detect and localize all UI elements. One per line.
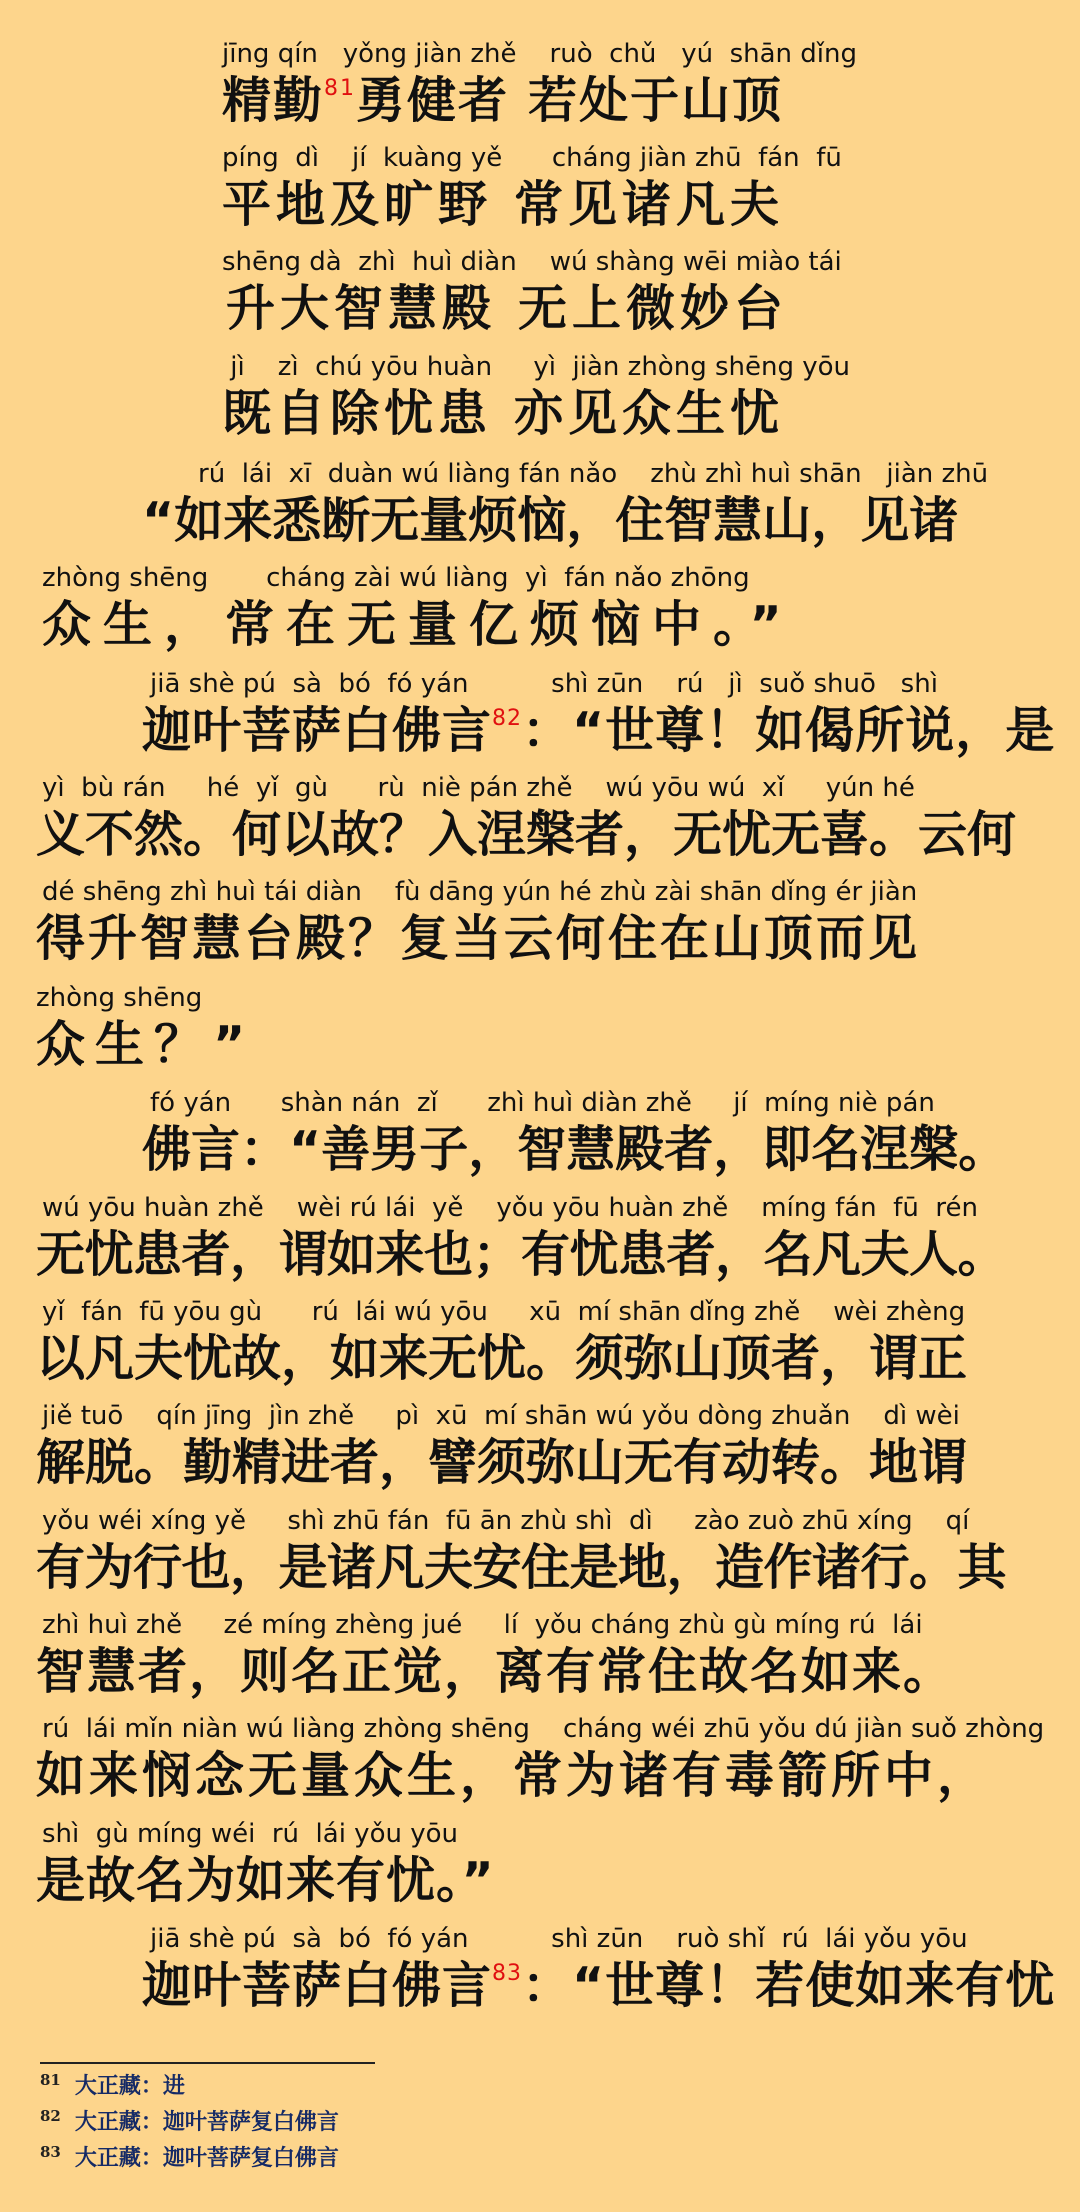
hanzi-line: 众生，常在无量亿烦恼中。” [42,596,794,653]
verse-line-1 [0,36,1080,140]
hanzi-line: 智慧者，则名正觉，离有常住故名如来。 [36,1643,955,1700]
pinyin-line: jì zì chú yōu huàn yì jiàn zhòng shēng yōu [222,352,850,382]
pinyin-line: shēng dà zhì huì diàn wú shàng wēi miào tái [222,247,842,277]
pinyin-line: yì bù rán hé yǐ gù rù niè pán zhě wú yōu wú xǐ yún hé [42,773,915,803]
hanzi-line: 既自除忧患 亦见众生忧 [222,385,785,442]
verse-line-4 [0,349,1080,453]
footnote-marker[interactable]: 83 [492,1961,523,1986]
prose-line-12 [0,1190,1080,1294]
prose-line-19 [0,1921,1080,2025]
hanzi-line: “如来悉断无量烦恼，住智慧山，见诸 [142,492,959,549]
hanzi-line [142,700,1055,762]
verse-line-2 [0,140,1080,244]
hanzi-line: 升大智慧殿 无上微妙台 [226,280,789,337]
pinyin-line: píng dì jí kuàng yě cháng jiàn zhū fán fū [222,143,842,173]
pinyin-line: jiā shè pú sà bó fó yán shì zūn rú jì suǒ shuō shì [150,669,938,699]
prose-line-5 [0,456,1080,560]
hanzi-line [222,70,783,132]
hanzi-line: 解脱。勤精进者，譬须弥山无有动转。地谓 [36,1434,968,1491]
hanzi-text: 迦叶菩萨白佛言 [142,702,493,759]
hanzi-line: 得升智慧台殿？复当云何住在山顶而见 [36,910,921,967]
pinyin-line: rú lái xī duàn wú liàng fán nǎo zhù zhì huì shān jiàn zhū [198,459,989,489]
prose-line-14 [0,1398,1080,1502]
hanzi-line: 佛言：“善男子，智慧殿者，即名涅槃。 [142,1121,1008,1178]
hanzi-line: 有为行也，是诸凡夫安住是地，造作诸行。其 [36,1539,1007,1596]
prose-line-11 [0,1085,1080,1189]
pinyin-line: wú yōu huàn zhě wèi rú lái yě yǒu yōu huàn zhě míng fán fū rén [42,1193,978,1223]
prose-line-15 [0,1503,1080,1607]
pinyin-line: zhòng shēng [36,983,203,1013]
hanzi-text: 精勤 [222,72,325,129]
footnote-81 [40,2068,185,2104]
pinyin-line: fó yán shàn nán zǐ zhì huì diàn zhě jí míng niè pán [150,1088,935,1118]
verse-line-3 [0,244,1080,348]
footnote-text: 大正藏：迦叶菩萨复白佛言 [74,2145,339,2171]
pinyin-line: jiā shè pú sà bó fó yán shì zūn ruò shǐ rú lái yǒu yōu [150,1924,968,1954]
footnote-marker[interactable]: 82 [492,706,523,731]
pinyin-line: jiě tuō qín jīng jìn zhě pì xū mí shān wú yǒu dòng zhuǎn dì wèi [42,1401,960,1431]
footnote-divider [40,2062,375,2064]
prose-line-7 [0,666,1080,770]
footnote-82 [40,2104,339,2140]
pinyin-line: yǒu wéi xíng yě shì zhū fán fū ān zhù shì dì zào zuò zhū xíng qí [42,1506,970,1536]
pinyin-line: dé shēng zhì huì tái diàn fù dāng yún hé zhù zài shān dǐng ér jiàn [42,877,918,907]
prose-line-10 [0,980,1080,1084]
pinyin-line: zhòng shēng cháng zài wú liàng yì fán nǎo zhōng [42,563,750,593]
pinyin-line: jīng qín yǒng jiàn zhě ruò chǔ yú shān dǐng [222,39,857,69]
prose-line-6 [0,560,1080,664]
footnote-marker[interactable]: 81 [324,76,357,101]
prose-line-17 [0,1711,1080,1815]
pinyin-line: shì gù míng wéi rú lái yǒu yōu [42,1819,458,1849]
prose-line-9 [0,874,1080,978]
hanzi-text: 迦叶菩萨白佛言 [142,1957,493,2014]
hanzi-line: 是故名为如来有忧。” [36,1852,495,1909]
hanzi-text: ：“世尊！若使如来有忧 [522,1957,1056,2014]
footnote-text: 大正藏：进 [74,2073,185,2099]
hanzi-line: 众生？” [36,1016,256,1073]
hanzi-line: 以凡夫忧故，如来无忧。须弥山顶者，谓正 [36,1330,968,1387]
prose-line-8 [0,770,1080,874]
hanzi-line: 无忧患者，谓如来也；有忧患者，名凡夫人。 [36,1226,1007,1283]
footnote-number: 82 [40,2107,61,2125]
hanzi-text: ：“世尊！如偈所说，是 [522,702,1056,759]
pinyin-line: yǐ fán fū yōu gù rú lái wú yōu xū mí shān dǐng zhě wèi zhèng [42,1297,966,1327]
footnote-text: 大正藏：迦叶菩萨复白佛言 [74,2109,339,2135]
footnote-number: 81 [40,2071,61,2089]
pinyin-line: zhì huì zhě zé míng zhèng jué lí yǒu cháng zhù gù míng rú lái [42,1610,923,1640]
hanzi-line: 义不然。何以故？入涅槃者，无忧无喜。云何 [36,806,1017,863]
prose-line-13 [0,1294,1080,1398]
prose-line-18 [0,1816,1080,1920]
pinyin-line: rú lái mǐn niàn wú liàng zhòng shēng cháng wéi zhū yǒu dú jiàn suǒ zhòng [42,1714,1045,1744]
footnote-number: 83 [40,2143,61,2161]
hanzi-line: 如来悯念无量众生，常为诸有毒箭所中， [36,1747,991,1804]
prose-line-16 [0,1607,1080,1711]
hanzi-text: 勇健者 若处于山顶 [356,72,784,129]
hanzi-line: 平地及旷野 常见诸凡夫 [222,176,785,233]
footnote-83 [40,2140,339,2176]
hanzi-line [142,1955,1055,2017]
